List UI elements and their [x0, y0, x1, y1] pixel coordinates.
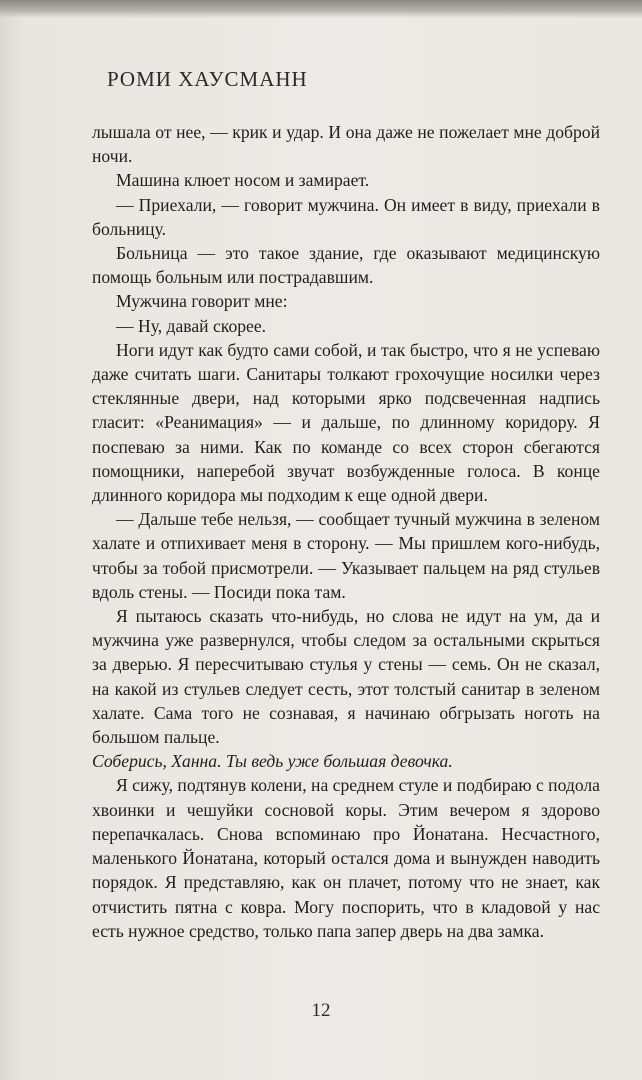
paragraph-italic: Соберись, Ханна. Ты ведь уже большая девочка.: [92, 751, 453, 772]
running-header: РОМИ ХАУСМАНН: [107, 67, 308, 91]
paragraph: — Приехали, — говорит мужчина. Он имеет в виду, приехали в больницу.: [92, 194, 600, 239]
paragraph: Я сижу, подтянув колени, на среднем стуле и подбираю с подола хвоинки и чешуйки сосновой коры. Этим вечером я здорово перепачкалась. Снова вспоминаю про Йонатана. Несчастного, маленького Йонатана, который остался дома и вынужден наводить порядок. Я представляю, как он плачет, потому что не знает, как отчистить пятна с ковра. Могу поспорить, что в кладовой у нас есть нужное средство, только папа запер дверь на два замка.: [92, 775, 600, 941]
page-top-shadow: [0, 0, 642, 18]
paragraph: Мужчина говорит мне:: [116, 291, 288, 312]
paragraph: Больница — это такое здание, где оказывают медицинскую помощь больным или пострадавшим.: [92, 243, 600, 288]
paragraph: Я пытаюсь сказать что-нибудь, но слова не идут на ум, да и мужчина уже развернулся, чтобы следом за остальными скрыться за дверью. Я пересчитываю стулья у стены — семь. Он не сказал, на какой из стульев следует сесть, этот толстый санитар в зеленом халате. Сама того не сознавая, я начинаю обгрызать ноготь на большом пальце.: [92, 606, 600, 748]
paragraph: Ноги идут как будто сами собой, и так быстро, что я не успеваю даже считать шаги. Санитары толкают грохочущие носилки через стеклянные двери, над которыми ярко подсвеченная надпись гласит: «Реанимация» — и дальше, по длинному коридору. Я поспеваю за ними. Как по команде со всех сторон сбегаются помощники, наперебой звучат возбужденные голоса. В конце длинного коридора мы подходим к еще одной двери.: [92, 339, 600, 506]
paragraph: лышала от нее, — крик и удар. И она даже не пожелает мне доброй ночи.: [92, 122, 600, 167]
paragraph: Машина клюет носом и замирает.: [116, 170, 370, 191]
body-text: [92, 120, 600, 943]
paragraph: — Дальше тебе нельзя, — сообщает тучный мужчина в зеленом халате и отпихивает меня в сторону. — Мы пришлем кого-нибудь, чтобы за тобой присмотрели. — Указывает пальцем на ряд стульев вдоль стены. — Посиди пока там.: [92, 509, 600, 602]
page-number: 12: [311, 1000, 331, 1021]
paragraph: — Ну, давай скорее.: [116, 315, 267, 336]
